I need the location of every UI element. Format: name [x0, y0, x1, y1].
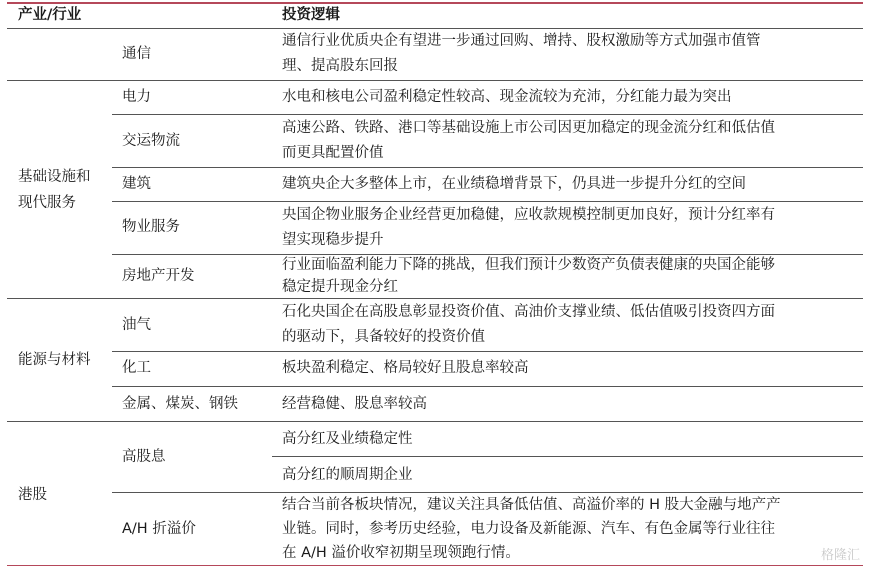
- row-logic: 通信行业优质央企有望进一步通过回购、增持、股权激励等方式加强市值管: [282, 33, 761, 49]
- row-logic: 建筑央企大多整体上市，在业绩稳增背景下，仍具进一步提升分红的空间: [282, 176, 746, 192]
- group-label: 港股: [18, 487, 47, 503]
- top-rule: [7, 2, 863, 4]
- row-logic: 望实现稳步提升: [282, 232, 384, 248]
- row-logic: 经营稳健、股息率较高: [282, 396, 427, 412]
- row-logic: 的驱动下，具备较好的投资价值: [282, 329, 485, 345]
- divider: [112, 386, 863, 387]
- group-label: 现代服务: [18, 195, 76, 211]
- row-logic: 在 A/H 溢价收窄初期呈现领跑行情。: [282, 545, 520, 561]
- row-logic: 板块盈利稳定、格局较好且股息率较高: [282, 360, 529, 376]
- row-name: 高股息: [122, 449, 166, 465]
- header-industry: 产业/行业: [18, 7, 82, 23]
- divider: [7, 421, 863, 422]
- bottom-rule: [7, 565, 863, 566]
- divider: [272, 456, 863, 457]
- group-label: 基础设施和: [18, 169, 91, 185]
- row-logic: 高分红及业绩稳定性: [282, 431, 413, 447]
- row-logic: 理、提高股东回报: [282, 58, 398, 74]
- row-name: 化工: [122, 360, 151, 376]
- row-name: 金属、煤炭、钢铁: [122, 396, 238, 412]
- divider: [7, 80, 863, 81]
- row-logic: 业链。同时，参考历史经验，电力设备及新能源、汽车、有色金属等行业往往: [282, 521, 775, 537]
- row-logic: 石化央国企在高股息彰显投资价值、高油价支撑业绩、低估值吸引投资四方面: [282, 304, 775, 320]
- row-name: 油气: [122, 317, 151, 333]
- row-name: 通信: [122, 46, 151, 62]
- row-name: A/H 折溢价: [122, 521, 196, 537]
- row-logic: 结合当前各板块情况，建议关注具备低估值、高溢价率的 H 股大金融与地产产: [282, 497, 781, 513]
- row-logic: 高速公路、铁路、港口等基础设施上市公司因更加稳定的现金流分红和低估值: [282, 120, 775, 136]
- row-name: 电力: [122, 89, 151, 105]
- group-label: 能源与材料: [18, 352, 91, 368]
- row-name: 建筑: [122, 176, 151, 192]
- divider: [112, 351, 863, 352]
- watermark-logo: 格隆汇: [820, 548, 860, 563]
- row-name: 物业服务: [122, 219, 180, 235]
- row-logic: 水电和核电公司盈利稳定性较高、现金流较为充沛，分红能力最为突出: [282, 89, 732, 105]
- row-logic: 高分红的顺周期企业: [282, 467, 413, 483]
- row-name: 交运物流: [122, 133, 180, 149]
- row-name: 房地产开发: [122, 268, 195, 284]
- row-logic: 行业面临盈利能力下降的挑战，但我们预计少数资产负债表健康的央国企能够: [282, 257, 775, 273]
- row-logic: 稳定提升现金分红: [282, 279, 398, 295]
- header-logic: 投资逻辑: [282, 7, 340, 23]
- row-logic: 而更具配置价值: [282, 145, 384, 161]
- divider: [112, 167, 863, 168]
- row-logic: 央国企物业服务企业经营更加稳健，应收款规模控制更加良好，预计分红率有: [282, 207, 775, 223]
